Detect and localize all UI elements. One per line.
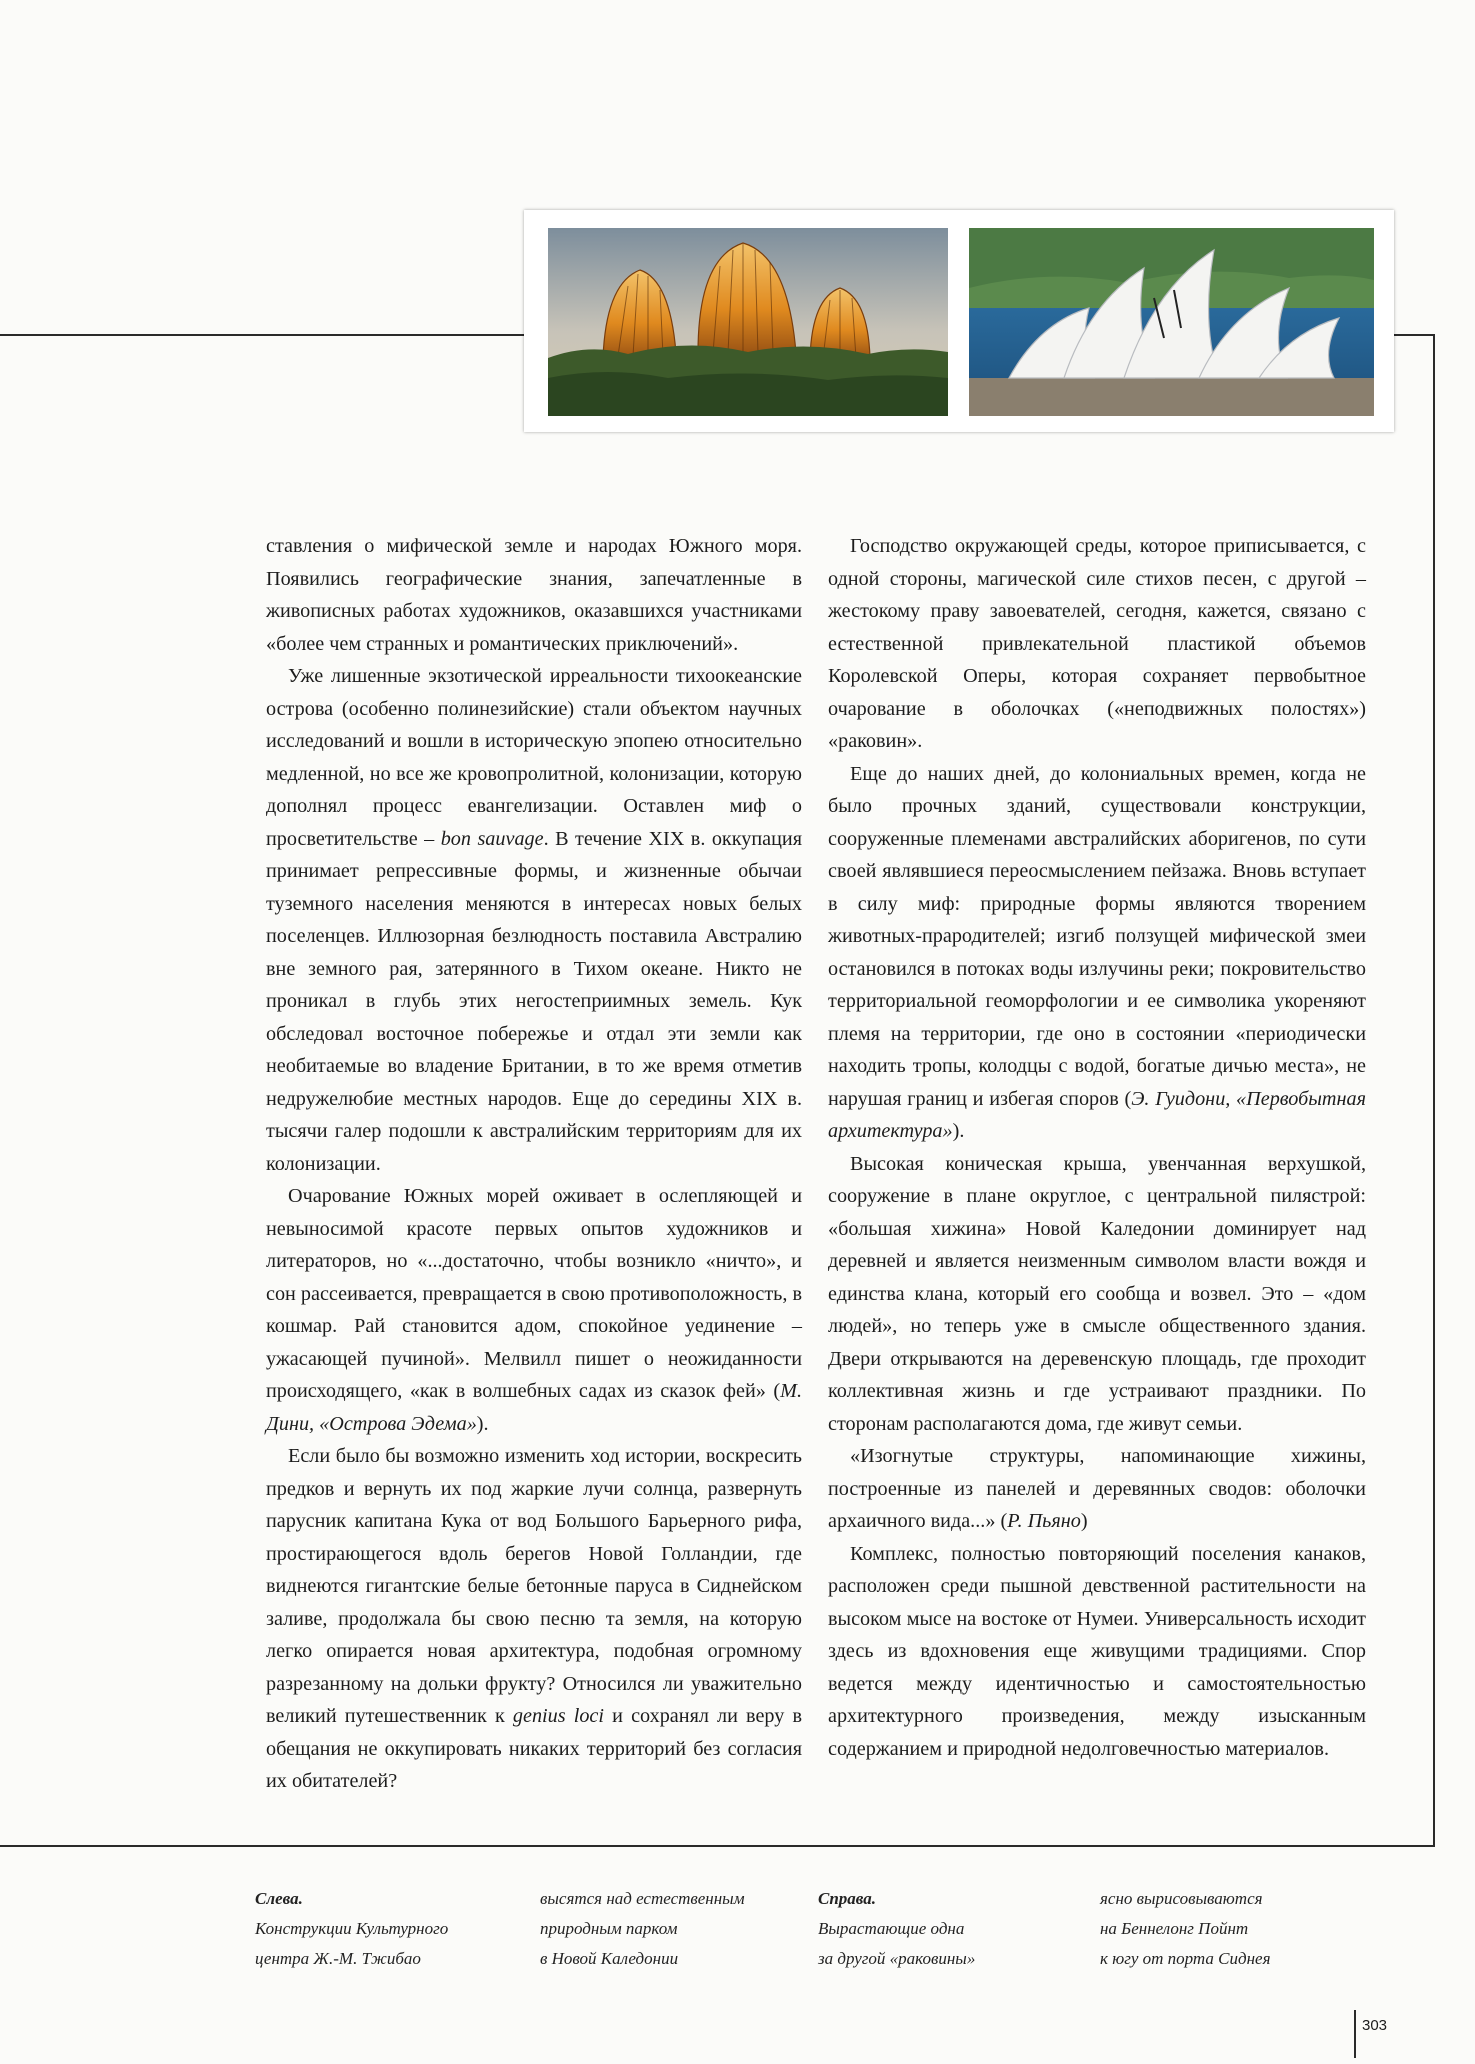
latin-term: bon sauvage: [440, 827, 544, 850]
paragraph-text: ставления о мифической земле и народах Южного моря. Появились географические знания, запечатленные в живописных работах художников, оказавшихся участниками «более чем странных и романтических приключений».: [266, 535, 802, 655]
paragraph-text: Уже лишенные экзотической ирреальности тихоокеанские острова (особенно полинезийские) стали объектом научных исследований и вошли в историческую эпопею относительно медленной, но все же кровопролитной, колонизации, которую дополнял процесс евангелизации. Оставлен миф о просветительстве –: [266, 665, 802, 850]
paragraph-text: ).: [476, 1412, 489, 1435]
paragraph: [828, 1440, 1366, 1538]
paragraph: [266, 660, 802, 1180]
citation: Э. Гуидони, «Первобытная архитектура»: [828, 1087, 1367, 1142]
paragraph: [266, 1440, 802, 1798]
citation: М. Дини, «Острова Эдема»: [266, 1380, 802, 1435]
text-column-left: [266, 530, 802, 1798]
paragraph-text: Еще до наших дней, до колониальных времен, когда не было прочных зданий, существовали конструкции, сооруженные племенами австралийских аборигенов, по сути своей являвшиеся переосмыслением пейзажа. Вновь вступает в силу миф: природные формы являются творением животных-прародителей; изгиб ползущей мифической змеи остановился в потоках воды излучины реки; покровительство территориальной геоморфологии и ее символика укореняют племя на территории, где оно в состоянии «периодически находить тропы, колодцы с водой, богатые дичью места», не нарушая границ и избегая споров (: [828, 762, 1366, 1110]
paragraph-text: Комплекс, полностью повторяющий поселения канаков, расположен среди пышной девственной растительности на высоком мысе на востоке от Нумеи. Универсальность исходит здесь из вдохновения еще живущими традициями. Спор ведется между идентичностью и самостоятельностью архитектурного произведения, между изысканным содержанием и природной недолговечностью материалов.: [828, 1542, 1366, 1760]
paragraph: [828, 530, 1366, 758]
caption-right-part1: [818, 1884, 1088, 1974]
caption-line: природным парком: [540, 1919, 678, 1938]
caption-left-part1: [255, 1884, 525, 1974]
caption-line: на Беннелонг Пойнт: [1100, 1919, 1249, 1938]
caption-line: высятся над естественным: [540, 1889, 745, 1908]
caption-label: Справа.: [818, 1889, 877, 1908]
caption-line: ясно вырисовываются: [1100, 1889, 1263, 1908]
photo-sydney-opera-house: [969, 228, 1374, 416]
paragraph: [828, 1538, 1366, 1766]
paragraph-text: Очарование Южных морей оживает в ослепляющей и невыносимой красоте первых опытов художников и литераторов, но «...достаточно, чтобы возникло «ничто», и сон рассеивается, превращается в свою противоположность, в кошмар. Рай становится адом, спокойное уединение – ужасающей пучиной». Мелвилл пишет о неожиданности происходящего, «как в волшебных садах из сказок фей» (: [266, 1185, 803, 1402]
caption-left-part2: [540, 1884, 810, 1974]
caption-line: центра Ж.-М. Тжибао: [255, 1949, 421, 1968]
paragraph-text: Высокая коническая крыша, увенчанная верхушкой, сооружение в плане округлое, с центральной пилястрой: «большая хижина» Новой Каледонии доминирует над деревней и является неизменным символом власти вождя и единства клана, который его сообща и возвел. Это – «дом людей», но теперь уже в смысле общественного здания. Двери открываются на деревенскую площадь, где проходит коллективная жизнь и где устраивают праздники. По сторонам располагаются дома, где живут семьи.: [828, 1152, 1366, 1435]
paragraph-text: . В течение XIX в. оккупация принимает репрессивные формы, и жизненные обычаи туземного населения меняются в интересах новых белых поселенцев. Иллюзорная безлюдность поставила Австралию вне земного рая, затерянного в Тихом океане. Никто не проникал в глубь этих негостеприимных земель. Кук обследовал восточное побережье и отдал эти земли как необитаемые во владение Британии, в то же время отметив недружелюбие местных народов. Еще до середины XIX в. тысячи галер подошли к австралийским территориям для их колонизации.: [266, 827, 803, 1175]
paragraph: [828, 1148, 1366, 1441]
photo-tjibaou-cultural-centre: [548, 228, 948, 416]
photo-captions: [255, 1884, 1365, 1984]
caption-line: в Новой Каледонии: [540, 1949, 679, 1968]
latin-term: genius loci: [512, 1705, 605, 1727]
paragraph: [266, 1180, 802, 1440]
caption-line: Конструкции Культурного: [255, 1919, 449, 1938]
paragraph-text: ): [1080, 1510, 1088, 1532]
caption-line: Вырастающие одна: [818, 1919, 965, 1938]
tjibaou-illustration: [548, 228, 948, 416]
caption-label: Слева.: [255, 1889, 303, 1908]
caption-line: за другой «раковины»: [818, 1949, 976, 1968]
paragraph-text: «Изогнутые структуры, напоминающие хижины, построенные из панелей и деревянных сводов: оболочки архаичного вида...» (: [828, 1445, 1366, 1532]
opera-house-illustration: [969, 228, 1374, 416]
paragraph-text: Господство окружающей среды, которое приписывается, с одной стороны, магической силе стихов песен, с другой – жестокому праву завоевателей, сегодня, кажется, связано с естественной привлекательной пластикой объемов Королевской Оперы, которая сохраняет первобытное очарование в оболочках («неподвижных полостях») «раковин».: [828, 535, 1366, 752]
frame-rule-right: [1433, 334, 1435, 1846]
page-number: 303: [1354, 2010, 1387, 2058]
paragraph-text: Если было бы возможно изменить ход истории, воскресить предков и вернуть их под жаркие лучи солнца, развернуть парусник капитана Кука от вод Большого Барьерного рифа, простирающегося вдоль берегов Новой Голландии, где виднеются гигантские белые бетонные паруса в Сиднейском заливе, продолжала бы свою песню та земля, на которую легко опирается новая архитектура, подобная огромному разрезанному на дольки фрукту? Относился ли уважительно великий путешественник к: [266, 1445, 802, 1727]
paragraph-text: ).: [952, 1120, 965, 1142]
paragraph: [828, 758, 1366, 1148]
frame-rule-bottom: [0, 1845, 1435, 1847]
citation: Р. Пьяно: [1007, 1510, 1081, 1532]
paragraph-text: и сохранял ли веру в обещания не оккупировать никаких территорий без согласия их обитателей?: [266, 1705, 802, 1792]
caption-right-part2: [1100, 1884, 1370, 1974]
photo-strip: [524, 210, 1394, 432]
caption-line: к югу от порта Сиднея: [1100, 1949, 1271, 1968]
paragraph: [266, 530, 802, 660]
text-column-right: [828, 530, 1366, 1765]
